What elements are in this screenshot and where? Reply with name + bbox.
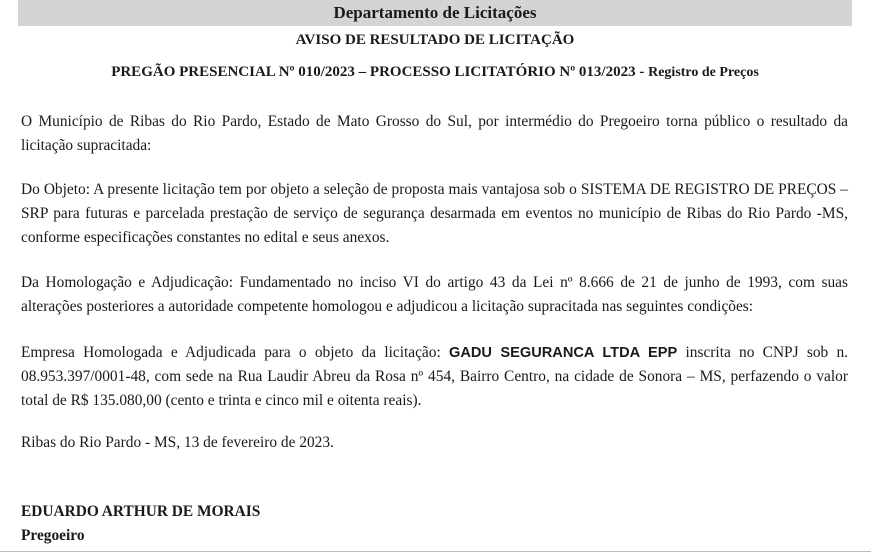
object-paragraph: Do Objeto: A presente licitação tem por objeto a seleção de proposta mais vantajosa sob o SISTEMA DE REGISTRO DE PREÇOS – SRP para futuras e parcelada prestação de serviço de segurança desarmada em eventos no município de Ribas do Rio Pardo -MS, conforme especificações constantes no edital e seus anexos.: [21, 181, 848, 246]
signatory-name: EDUARDO ARTHUR DE MORAIS: [21, 503, 261, 520]
notice-subtitle: [18, 64, 852, 81]
place-date: Ribas do Rio Pardo - MS, 13 de fevereiro de 2023.: [21, 434, 334, 451]
signatory-role: Pregoeiro: [21, 527, 85, 544]
notice-subtitle-suffix: Registro de Preços: [648, 65, 759, 80]
company-details: inscrita no CNPJ sob n. 08.953.397/0001-48, com sede na Rua Laudir Abreu da Rosa nº 454, Bairro Centro, na cidade de Sonora – MS, perfazendo o valor total de R$ 135.080,00 (cento e trinta e cinco mil e oitenta reais).: [21, 344, 848, 409]
notice-subtitle-main: PREGÃO PRESENCIAL Nº 010/2023 – PROCESSO LICITATÓRIO Nº 013/2023 -: [111, 64, 645, 80]
intro-paragraph: O Município de Ribas do Rio Pardo, Estado de Mato Grosso do Sul, por intermédio do Pregoeiro torna público o resultado da licitação supracitada:: [21, 113, 848, 154]
company-name: GADU SEGURANCA LTDA EPP: [448, 345, 678, 361]
company-paragraph: [21, 341, 848, 413]
notice-title: AVISO DE RESULTADO DE LICITAÇÃO: [295, 32, 575, 48]
bottom-divider: [0, 551, 871, 552]
department-header: [18, 0, 852, 26]
department-title: Departamento de Licitações: [333, 3, 537, 22]
homologation-paragraph: Da Homologação e Adjudicação: Fundamentado no inciso VI do artigo 43 da Lei nº 8.666 de 21 de junho de 1993, com suas alterações posteriores a autoridade competente homologou e adjudicou a licitação supracitada nas seguintes condições:: [21, 274, 848, 315]
company-prefix: Empresa Homologada e Adjudicada para o objeto da licitação:: [21, 344, 441, 361]
